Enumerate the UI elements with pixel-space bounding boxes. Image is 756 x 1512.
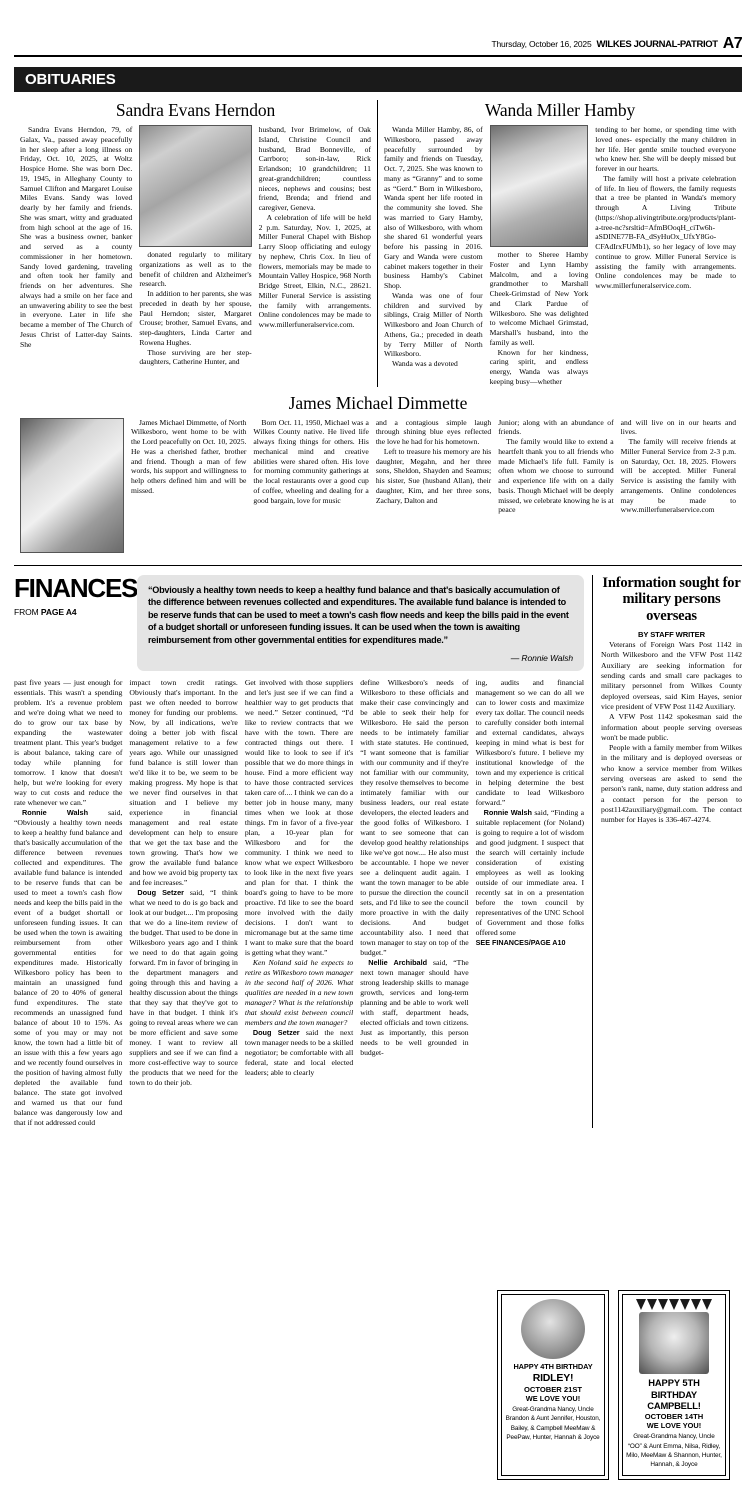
finances-paragraph: said the next town manager needs to be a skilled negotiator; be comfortable with all federal, state and local elected leaders; able to clearly [244,1028,354,1078]
obit-paragraph: Junior; along with an abundance of friends. [498,417,614,437]
obit-paragraph: Those surviving are her step-daughters, Catherine Hunter, and [139,347,252,367]
obit-paragraph: Wanda was one of four children and survived by siblings, Craig Miller of North Wilkesboro and Joan Church of Athens, Ga.; preceded in death by Terry Miller of North Wilkesboro. [384,290,483,359]
ad-line-1: HAPPY 5TH [648,1377,700,1388]
ad-line-4: WE LOVE YOU! [646,1421,702,1431]
ad-line-3: OCTOBER 14TH [644,1412,704,1422]
obit-paragraph: The family would like to extend a heartfelt thank you to all friends who made Michael's life full. Family is often whom we choose to surround and experience life with on a daily basis. Though Michael will be deeply missed, we celebrate knowing he is at peace [498,437,614,515]
finances-italic-question: Ken Noland said he expects to retire as Wilkesboro town manager in the second half of 2026. What qualities are needed in a new town manager? What is the relationship that should exist between council members and the town manager? [244,958,354,1028]
finances-article [14,572,592,1129]
obituary-photo [139,125,251,247]
birthday-ad-ridley [497,1290,609,1480]
finances-paragraph: said, “Finding a suitable replacement (for Noland) is going to require a lot of wisdom and good judgment. I suspect that the search will certainly include consideration of existing employees as well as looking outside of our immediate area. I recently sat in on a presentation before the town council by representatives of the UNC School of Government and those folks offered some [475,808,585,938]
ad-line-2: BIRTHDAY CAMPBELL! [647,1389,701,1412]
obit-paragraph: Known for her kindness, caring spirit, and endless energy, Wanda was always keeping busy—whether [489,347,589,386]
finances-column-5 [476,678,584,1128]
obituary-sandra-evans-herndon [14,100,378,387]
obituary-title: Wanda Miller Hamby [484,100,636,120]
speaker-name: Nellie Archibald [368,958,428,968]
obit-paragraph: The family will host a private celebration of life. In lieu of flowers, the family requests that a tree be planted in Wanda's memory through A Living Tribute (https://shop.alivingtribute.org/products/plant-a-tree-nc?srsltid=AfmBOoqH_ciTw6h-aSDINE77B-FA_dSyHuOx_UfxY8Go-CFAdIrxFUMb1), so her legacy of love may continue to grow. Miller Funeral Service is assisting the family with arrangements. Online condolences may be made to www.millerfuneralservice.com. [595,173,737,290]
obit-paragraph: tending to her home, or spending time with loved ones- especially the many children in her life. Her gentle smile touched everyone who knew her. She will be deeply missed but forever in our hearts. [595,125,736,173]
obituary-photo-column [20,418,124,556]
birthday-ads [497,1290,730,1480]
bunting-flags-icon [626,1299,722,1310]
sidebar-paragraph: A VFW Post 1142 spokesman said the information about people serving overseas won't be made public. [601,712,742,742]
section-divider [14,565,742,566]
finances-see-jump[interactable]: SEE FINANCES/PAGE A10 [475,938,566,948]
obit-paragraph: The family will receive friends at Miller Funeral Service from 2-3 p.m. on Saturday, Oct. 18, 2025. Flowers will be accepted. Miller Funeral Service is assisting the family with arrangements. Online condolences may be made to www.millerfuneralservice.com [620,437,737,515]
speaker-name: Ronnie Walsh [483,808,532,818]
masthead [14,0,742,55]
section-banner-label: OBITUARIES [25,71,116,88]
birthday-ad-campbell [618,1290,730,1480]
obit-paragraph: Sandra Evans Herndon, 79, of Galax, Va., passed away peacefully in her sleep after a long illness on Friday, Oct. 10, 2025, at Woltz Hospice Home. She was born Dec. 19, 1945, in Alleghany County to Samuel Clifton and Margaret Louise Miles Evans. Sandy was loved dearly by her family and friends. She was smart, witty and graduated from high school at the age of 16. She was a business owner, banker and served as a county commissioner in her hometown. Sandy loved gardening, traveling and often took her family and friends on her adventures. She always had a smile on her face and an unwavering ability to see the best in everyone. Later in life she became a member of The Church of Jesus Christ of Latter-day Saints. She [20,125,133,349]
finances-paragraph: past five years — just enough for essentials. This wasn't a spending problem. It's a revenue problem and we're doing what we need to do to grow our tax base by expanding the wastewater treatment plant. This year's budget is about balance, taking care of today while planning for tomorrow. I know that doesn't help, but we're looking for every way to cut costs and reduce the rate whenever we can.” [14,678,123,808]
finances-paragraph: said, “The next town manager should have strong leadership skills to manage growth, services and long-term planning and be able to work well with staff, department heads, elected officials and town citizens. Just as importantly, this person needs to be well grounded in budget- [360,958,469,1058]
from-label: FROM [14,606,39,617]
pull-quote [137,575,584,672]
obit-paragraph: Wanda Miller Hamby, 86, of Wilkesboro, passed away peacefully surrounded by family and friends on Tuesday, Oct. 7, 2025. She was known to many as “Granny” and to some as “Gerd.” Born in Wilkesboro, Wanda spent her life rooted in the community she loved. She was married to Gary Hamby, also of Wilkesboro, with whom she shared 61 wonderful years before his passing in 2016. Gary and Wanda were custom cabinet makers together in their business Hamby's Cabinet Shop. [384,125,483,290]
obit-paragraph: Born Oct. 11, 1950, Michael was a Wilkes County native. He lived life always fixing things for others. His mechanical mind and creative abilities were shared often. His love for morning community gatherings at the local restaurants over a good cup of coffee, wheeling and dealing for a good bargain, love for music [253,417,369,505]
obituaries-row [14,100,742,387]
from-page: PAGE A4 [40,606,77,617]
finances-paragraph: define Wilkesboro's needs of Wilkesboro to these officials and make their case convincingly and be able to seek their help for Wilkesboro. He said the person needs to be intimately familiar with state statutes. He continued, “I want someone that is familiar with our community and if they're not familiar with our community, they resolve themselves to become intimately familiar with our business leaders, our real estate developers, the elected leaders and the good folks of Wilkesboro. I want to see someone that can develop good healthy relationships like we've got now.... He also must be accountable. I hope we never see a delinquent audit again. I want the town manager to be able to pursue the direction the council sets, and I'd like to see the council more proactive in with the daily decisions. And budget accountability also. I need that town manager to stay on top of the budget.” [360,678,469,958]
finances-paragraph: said, “Obviously a healthy town needs to keep a healthy fund balance and that's basically accumulation of the difference between revenues collected and expenditures. The available fund balance is intended to be reserve funds that can be used to meet a town's cash flow needs and keep the bills paid in the event of a budget shortall or unforeseen funding issues. It can be used when the town is awaiting reimbursement from other governmental entities for expenditures made. Historically Wilkesboro policy has been to maintain an unassigned fund balance of 20 to 40% of general fund expenditures. The state recommends an unassigned fund balance of about 10 to 15%. As some of you may or may not know, the town had a little bit of an issue with this a few years ago and we recently found ourselves in the position of having almost fully depleted the available fund balance. The state got involved and warned us that our fund balance was dangerously low and that if not addressed could [14,808,123,1128]
masthead-date: Thursday, October 16, 2025 [491,39,592,49]
section-banner-obituaries [14,67,742,92]
finances-paragraph: said, “I think what we need to do is go back and look at our budget.... I'm proposing that we do a line-item review of the budget. That used to be done in Wilkesboro years ago and I think we need to do that again going forward. I'm in favor of bringing in the department managers and going through this and having a healthy discussion about the things that they say that they've got to have in that budget. I think it's going to reveal areas where we can be more efficient and save some money. I want to review all suppliers and see if we can find a more cost-effective way to source the products that we need for the town to do their job. [129,888,238,1088]
finances-column-3 [245,678,353,1128]
finances-jump-from [14,607,127,617]
obit-paragraph: Wanda was a devoted [392,359,458,368]
finances-paragraph: ing, audits and financial management so we can do all we can to lower costs and maximize every tax dollar. The council needs to carefully consider both internal and external candidates, always keeping in mind what is best for Wilkesboro's future. I believe my institutional knowledge of the town and my experience is critical in helping determine the best candidate to lead Wilkesboro forward.” [475,678,585,808]
sidebar-headline: Information sought for military persons overseas [602,574,741,624]
finances-column-2 [129,678,237,1128]
obit-paragraph: donated regularly to military organizations as well as to the benefit of children and Alzheimer's research. [139,250,252,289]
sidebar-paragraph: Veterans of Foreign Wars Post 1142 in North Wilkesboro and the VFW Post 1142 Auxiliary are seeking information for sending cards and small care packages to military personnel from Wilkes County deployed overseas, said Kim Hayes, senior vice president of VFW Post 1142 Auxiliary. [601,640,742,711]
ad-line-1: HAPPY 4TH BIRTHDAY [513,1362,593,1371]
obit-paragraph: In addition to her parents, she was preceded in death by her spouse, Paul Herndon; sister, Margaret Crouse; brother, Samuel Evans, and step-daughters, Linda Carter and Rowena Hughes. [139,289,252,347]
ad-line-4: WE LOVE YOU! [525,1394,581,1403]
masthead-rule [14,55,742,57]
obit-paragraph: husband, Ivor Brimelow, of Oak Island, Christine Council and husband, Brad Bonneville, of Carrboro; son-in-law, Rick Erlandson; 10 grandchildren; 11 great-grandchildren; countless nieces, nephews and cousins; best friend, Brenda; and friend and caregiver, Geneva. [258,125,371,212]
finances-paragraph: Get involved with those suppliers and let's just see if we can find a healthier way to get products that we need.” Setzer continued, “I'd like to review contracts that we have with the town. There are contracted things out there. I would like to look to see if it's possible that we do more things in house. Find a more efficient way to have those contracted services taken care of.... I think we can do a better job in house many, many times when we look at those things. I'm in favor of a five-year plan, a 10-year plan for Wilkesboro and for the community. I think we need to know what we expect Wilkesboro to look like in the next five years and plan for that. I think the board's going to have to be more proactive. I'd like to see the board more involved with the daily decisions. I don't want to micromanage but at the same time I want to make sure that the board is getting what they want.” [244,678,354,958]
obituary-title: Sandra Evans Herndon [115,100,276,120]
sidebar-paragraph: People with a family member from Wilkes in the military and is deployed overseas or who know a service member from Wilkes serving overseas are asked to send the person's rank, name, duty station address and a contact person for the person to post1142auxiliary@gmail.com. The contact number for Hayes is 336-467-4274. [601,743,742,825]
obit-paragraph: Left to treasure his memory are his daughter, Megahn, and her three sons, Sheldon, Shayden and Seamus; his sister, Sue (husband Allan), their daughter, Kim, and her three sons, Zachary, Dalton and [375,446,492,505]
sidebar-byline: BY STAFF WRITER [638,630,705,640]
obituary-title: James Michael Dimmette [288,392,468,413]
finances-column-1 [14,678,122,1128]
lower-section [14,572,742,1129]
ad-senders: Great-Grandma Nancy, Uncle Brandon & Aunt Jennifer, Houston, Bailey, & Campbell MeeMaw & PeePaw, Hunter, Hannah & Joyce [505,1406,601,1441]
obituary-wanda-miller-hamby [378,100,742,387]
obit-paragraph: and will live on in our hearts and lives. [620,417,737,437]
ad-line-2: RIDLEY! [532,1372,574,1384]
speaker-name: Doug Setzer [137,888,184,898]
obituary-james-michael-dimmette [14,393,742,556]
sidebar-military-info [592,575,742,1129]
ad-photo [521,1299,585,1359]
obit-paragraph: and a contagious simple laugh through shining blue eyes reflected the love he had for his hometown. [375,417,492,446]
pull-quote-attribution: — Ronnie Walsh [510,653,573,664]
finances-column-4 [360,678,468,1128]
obituary-photo [490,125,589,247]
ad-senders: Great-Grandma Nancy, Uncle “OO” & Aunt Emma, Nilsa, Ridley, Milo, MeeMaw & Shannon, Hunter, Hannah, & Joyce [626,1433,722,1469]
obit-paragraph: A celebration of life will be held 2 p.m. Saturday, Nov. 1, 2025, at Miller Funeral Chapel with Bishop Larry Sloop officiating and eulogy by nephew, Chris Cox. In lieu of flowers, memorials may be made to Mountain Valley Hospice, 968 North Bridge Street, Elkin, N.C., 28621. Miller Funeral Service is assisting the family with arrangements. Online condolences may be made to www.millerfuneralservice.com. [258,212,371,329]
speaker-name: Ronnie Walsh [22,808,89,818]
ad-photo [639,1312,709,1374]
ad-line-3: OCTOBER 21ST [523,1385,583,1394]
obituary-photo [20,418,124,553]
speaker-name: Doug Setzer [252,1028,300,1038]
masthead-page-number: A7 [722,35,742,52]
obit-paragraph: mother to Sheree Hamby Foster and Lynn Hamby Malcolm, and a loving grandmother to Marshall Cheek-Grimstad of New York and Clark Pardue of Wilkesboro. She was delighted to welcome Michael Grimstad, Marshall's husband, into the family as well. [489,250,589,347]
obit-paragraph: James Michael Dimmette, of North Wilkesboro, went home to be with the Lord peacefully on Oct. 10, 2025. He was a cherished father, brother and friend. Though a man of few words, his support and willingness to help others defined him and will be missed. [131,417,247,495]
finances-paragraph: impact town credit ratings. Obviously that's important. In the past we often needed to borrow money for funding our problems. Now, by all indications, we're doing a better job with fiscal management relative to a few years ago. While our unassigned fund balance is still lower than we'd like it to be, we seem to be making progress. My hope is that we never find ourselves in that situation and I believe my experience in financial management and real estate development can help to ensure that we get the tax base and the town growing. That's how we grow the available fund balance and how we avoid big property tax and fee increases.” [129,678,238,888]
finances-kicker: FINANCES [14,572,138,603]
masthead-paper-name: WILKES JOURNAL-PATRIOT [596,39,718,50]
pull-quote-text: “Obviously a healthy town needs to keep a healthy fund balance and that's basically accumulation of the difference between revenues collected and expenditures. The available fund balance is intended to be reserve funds that can be used to meet a town's cash flow needs and keep the bills paid in the event of a budget shortall or unforeseen funding issues. It can be used when the town is awaiting reimbursement from other governmental entities for expenditures made.” [148,584,569,645]
